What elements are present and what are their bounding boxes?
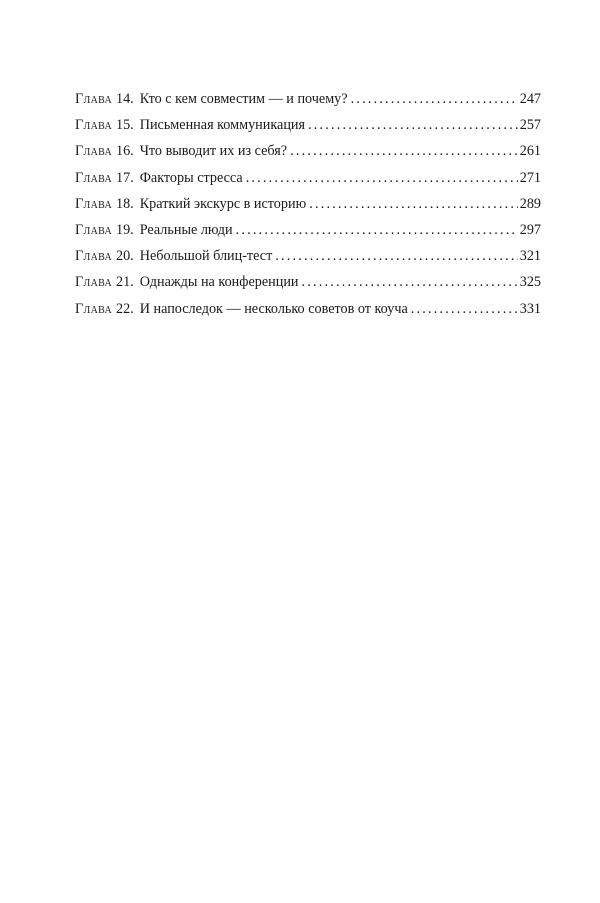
chapter-number: 18. xyxy=(115,195,134,212)
dot-leader xyxy=(308,112,518,138)
chapter-label: Глава xyxy=(75,117,112,134)
page-number: 289 xyxy=(519,195,541,212)
toc-entry-chapter-20 xyxy=(75,243,541,269)
chapter-number: 22. xyxy=(115,300,134,317)
chapter-label: Глава xyxy=(75,143,112,160)
toc-entry-chapter-22 xyxy=(75,296,541,322)
chapter-number: 19. xyxy=(115,221,134,238)
dot-leader xyxy=(290,138,518,164)
chapter-title: Кто с кем совместим — и почему? xyxy=(139,91,348,107)
chapter-label: Глава xyxy=(75,221,112,238)
page-number: 331 xyxy=(519,300,541,317)
chapter-title: Краткий экскурс в историю xyxy=(139,195,307,212)
chapter-label: Глава xyxy=(75,274,112,291)
toc-entry-chapter-17 xyxy=(75,165,541,191)
chapter-title: Реальные люди xyxy=(139,221,233,238)
page-number: 325 xyxy=(519,274,541,291)
chapter-label: Глава xyxy=(75,91,112,107)
toc-entry-chapter-15 xyxy=(75,112,541,138)
page-number: 271 xyxy=(519,169,541,186)
page-number: 247 xyxy=(519,91,541,107)
page-number: 321 xyxy=(519,248,541,265)
toc-entry-chapter-16 xyxy=(75,138,541,164)
toc-entry-chapter-18 xyxy=(75,191,541,217)
chapter-label: Глава xyxy=(75,300,112,317)
dot-leader xyxy=(411,296,518,322)
toc-entry-chapter-14 xyxy=(75,86,541,112)
page-number: 261 xyxy=(519,143,541,160)
toc-entry-chapter-19 xyxy=(75,217,541,243)
dot-leader xyxy=(309,191,518,217)
chapter-number: 16. xyxy=(115,143,134,160)
chapter-label: Глава xyxy=(75,195,112,212)
chapter-label: Глава xyxy=(75,248,112,265)
chapter-number: 17. xyxy=(115,169,134,186)
chapter-title: И напоследок — несколько советов от коуча xyxy=(139,300,408,317)
dot-leader xyxy=(236,217,518,243)
toc-entry-chapter-21 xyxy=(75,269,541,295)
chapter-title: Однажды на конференции xyxy=(139,274,299,291)
table-of-contents xyxy=(75,86,541,322)
chapter-title: Факторы стресса xyxy=(139,169,243,186)
chapter-number: 15. xyxy=(115,117,134,134)
chapter-title: Небольшой блиц-тест xyxy=(139,248,273,265)
chapter-label: Глава xyxy=(75,169,112,186)
chapter-number: 14. xyxy=(115,91,134,107)
chapter-title: Письменная коммуникация xyxy=(139,117,306,134)
page-number: 297 xyxy=(519,221,541,238)
chapter-title: Что выводит их из себя? xyxy=(139,143,288,160)
chapter-number: 21. xyxy=(115,274,134,291)
dot-leader xyxy=(351,86,518,112)
dot-leader xyxy=(275,243,517,269)
dot-leader xyxy=(246,165,518,191)
dot-leader xyxy=(302,269,518,295)
page-number: 257 xyxy=(519,117,541,134)
chapter-number: 20. xyxy=(115,248,134,265)
